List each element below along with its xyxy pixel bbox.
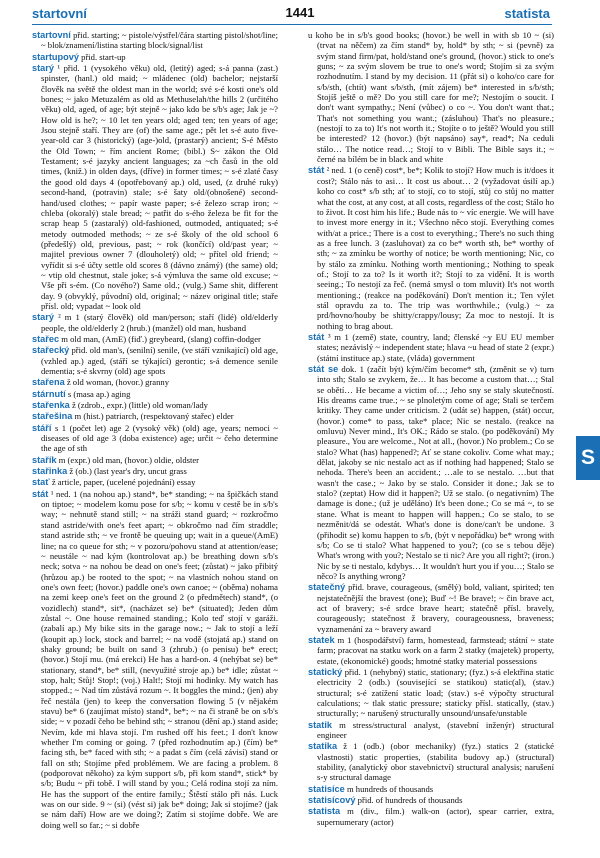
entry-headword: stárnutí xyxy=(32,388,66,399)
entry-body: ž (zdrob., expr.) (little) old woman/lady xyxy=(71,400,208,411)
entry-headword: stařecký xyxy=(32,345,70,356)
entry-headword: stařík xyxy=(32,454,57,465)
entry-body: přid. old man's, (senilní) senile, (ve stáří vznikající) old age, (vzhled ap.) aged, (stáří se týkající) gerontic; s-á demence senile dementia; s-é skvrny (old) age spots xyxy=(41,345,278,376)
entry-headword: startovní xyxy=(32,30,71,40)
entry-headword: statik xyxy=(308,719,333,730)
entry-body: m hundreds of thousands xyxy=(346,783,434,794)
dictionary-entry xyxy=(308,720,554,741)
entry-headword: stát xyxy=(308,165,325,176)
dictionary-entry xyxy=(32,63,278,311)
entry-headword: stať xyxy=(32,477,50,488)
entry-headword: starý xyxy=(32,63,54,74)
entry-body: přid. brave, courageous, (smělý) bold, valiant, spirited; ten nejstatečnější the bravest (one); Buď ~! Be brave!; ~ čin brave act, act of bravery; s-é srdce brave heart; statečně přísl. bravely, courageously; statečnost ž bravery, courageousness, braveness; vyznamenání za ~ bravery award xyxy=(317,582,554,634)
entry-headword: starý xyxy=(32,312,54,323)
entry-headword: stařena xyxy=(32,377,65,388)
entry-body: ² m 1 (starý člověk) old man/person; staří (lidé) old/elderly people, the old/elderly 2 (hrub.) (manžel) old man, husband xyxy=(41,312,278,333)
dictionary-entry xyxy=(32,466,278,476)
entry-headword: stařec xyxy=(32,333,60,344)
dictionary-entry xyxy=(308,784,554,794)
entry-headword: statisícový xyxy=(308,795,356,806)
entry-body: m stress/structural analyst, (stavební inženýr) structural engineer xyxy=(317,719,554,741)
dictionary-entry xyxy=(32,477,278,487)
dictionary-entry xyxy=(32,30,278,51)
entry-body: dok. 1 (začít být) kým/čím become* sth, (změnit se v) turn into sth; Stalo se zvykem, že… It has become a custom that…; Stal se obětí… He became a victim of…; Jeho sny se staly skutečností. His dreams came true.; ~ se plnoletým come of age; Stali se terčem kritiky. They came under criticism. 2 (udát se) happen, (stát) occur, (hovor.) come* to pass, take* place; Nic se nestalo. (reakce na omluvu) Never mind., It's OK.; Rádo se stalo. (po poděkování) My pleasure., You are welcome., Not at all., (hovor.) No problem.; Co se stalo? What (has) happened?; Ať se stane cokoliv. Come what may.; dělat, jakoby se nic nestalo act as if nothing had happened; Stalo se nehoda. There's been an accident.; …ale to se nestalo. …but that wasn't the case.; ~ Jako by se stalo. Consider it done.; Jak se to stalo? (zeptat) How did it happen?; Už se stalo. (o negativním) The damage is done.; (už je uděláno) It's been done.; Co se má ~, to se stane. What is meant to happen will happen.; Co se stalo, to se nezměnit/dá se odestát. What's done is done/can't be undone. 3 (přihodit se) komu happen to s/b, (být v nepořádku) be* wrong with s/b; Co se ti stalo? What happened to you?; (co se s tebou děje) What's wrong with you?; Nestalo se ti nic? Are you all right?; (iron.) Nic by se ti nestalo, kdybys… It wouldn't hurt you if you…; Stalo se něco? Is anything wrong? xyxy=(317,364,554,581)
entry-body: s (masa ap.) aging xyxy=(67,388,131,399)
dictionary-entry xyxy=(32,334,278,344)
entry-body: přid. 1 (nehybný) static, stationary; (fyz.) s-á elektřina static electricity 2 (odb.) (související se statikou) static(al), (stav.) structural; s-é zatížení static load; (stav.) s-é výpočty structural calculations; ~ tlak static pressure; staticky přísl. statically, (stav.) structurally; ~ narušený structurally unsound/unsafe/unstable xyxy=(317,666,554,719)
header-rule xyxy=(32,24,552,25)
entry-headword: statický xyxy=(308,666,343,677)
dictionary-entry xyxy=(308,332,554,363)
dictionary-entry xyxy=(308,741,554,782)
entry-headword: statika xyxy=(308,741,338,752)
entry-body: ž (ob.) (last year's dry, uncut grass xyxy=(69,466,187,477)
entry-headword: stařešina xyxy=(32,411,73,422)
entry-headword: statisíce xyxy=(308,783,345,794)
dictionary-entry xyxy=(308,635,554,666)
entry-body: přid. of hundreds of thousands xyxy=(357,795,463,806)
entry-headword: statek xyxy=(308,634,335,645)
right-guide-word: statista xyxy=(504,6,550,21)
entry-body: ² ned. 1 (o ceně) cost*, be*; Kolik to stojí? How much is it/does it cost?; Stálo nás to asi… It cost us about… 2 (vyžadovat úsilí ap.) koho co cost* s/b sth; ať to stojí, co to stojí, stůj co stůj no matter what the cost, at any cost, at all costs, regardless of the cost; Stálo ho to život. It cost him his life.; Bude nás to ~ víc energie. We will have to invest more energy in it.; Všechno něco stojí. Everything comes with/at a price.; There is a cost to everything.; There's no such thing as a free lunch. 3 (zasluhovat) za co be* worth sth, be* worthy of sth; ~ za zmínku be worthy of notice; be worth mentioning; Nic, co by stálo za zmínku. Nothing worth mentioning.; Nothing to speak of.; Stojí to za to? Is it worth it?; Stojí to za vidění. It is worth seeing.; To nestojí za řeč. (nemá smysl o tom mluvit) It's not worth mentioning.; (reakce na poděkování) Don't mention it.; Ten výlet stál opravdu za to. The trip was worthwhile.; (vulg.) ~ za prd/hovno/houby be shitty/crappy/lousy; Za moc to nestojí. It is nothing to brag about. xyxy=(317,165,554,331)
entry-body: přid. start-up xyxy=(81,51,126,62)
entry-body: ž 1 (odb.) (obor mechaniky) (fyz.) statics 2 (statické vlastnosti) static properties, (stabilita budovy ap.) (structural) stability, (analytický obor stavebnictví) structural analysis; narušení s-y structural damage xyxy=(317,741,554,783)
dictionary-entry xyxy=(32,312,278,333)
dictionary-entry xyxy=(32,377,278,387)
right-column xyxy=(308,30,554,852)
dictionary-entry xyxy=(308,582,554,634)
entry-body: m (hist.) patriarch, (respektovaný stařec) elder xyxy=(74,411,234,422)
left-column xyxy=(32,30,278,852)
page-number: 1441 xyxy=(285,5,315,20)
entry-headword: stát xyxy=(308,331,325,342)
entry-headword: stařinka xyxy=(32,466,68,477)
dictionary-entry xyxy=(308,795,554,805)
entry-headword: stát xyxy=(32,488,49,499)
entry-body: přid. starting; ~ pistole/výstřel/čára starting pistol/shot/line; ~ blok/znamení/listina starting block/signal/list xyxy=(41,30,278,51)
entry-body: s 1 (počet let) age 2 (vysoký věk) (old) age, years; nemoci ~ diseases of old age 3 (doba existence) age; určit ~ čeho determine the age of sth xyxy=(41,422,278,454)
entry-body: ¹ přid. 1 (vysokého věku) old, (letitý) aged; s-á panna (zast.) spinster, (hanl.) old maid; ~ mládenec (old) bachelor; nejstarší člověk na světě the oldest man in the world; své s-é kosti one's old bones; ~ jako Metuzalém as old as Methuselah/the hills 2 (určitého věku) old, aged, of age; být stejně ~ jako kdo be s/b's age; Jak je ~? How old is he?; ~ 10 let ten years old; aged ten; ten years of age; Jsou stejně staří. They are (of) the same age.; pět let s-é auto five-year-old car 3 (historický) (age-)old, (prastarý) ancient; S-é Město the Old Town; ~ řím ancient Rome; (bibl.) S~ zákon the Old Testament; s-é jazyky ancient languages; za ~ch časů in the old times, (kniž.) in olden days, (dříve) in former times; ~ s-é zlaté časy the good old days 4 (opotřebovaný ap.) old, used, (z druhé ruky) second-hand, (potravin) stale; s-é šaty old/(obnošené) second-hand/used clothes; ~ papír waste paper; s-é železo scrap iron; ~ chleba (okoralý) stale bread; ~ patřit do s-ého železa be fit for the scrap heap 5 (zastaralý) old-fashioned, outmoded, antiquated; s-é metody outmoded methods; ~ ze s-é školy of the old school 6 (předešlý) old, previous, past; ~ rok (končící) old/past year; ~ majitel previous owner 7 (dlouholetý) old; ~ přítel old friend; ~ vyřídit si s-é účty settle old scores 8 (dávno známý) (the same) old; ~ vtip old chestnut, stale joke; s-á výmluva the same old excuse; ~ Vše při s-ém. (Co nového?) Same old.; (vulg.) Same shit, different day. 9 (obvyklý, původní) old, original; ~ název original title; staře přísl. old; vypadat ~ look old xyxy=(41,63,278,311)
entry-body: m (expr.) old man, (hovor.) oldie, oldster xyxy=(58,454,200,465)
dictionary-entry xyxy=(308,30,554,164)
dictionary-entry xyxy=(32,423,278,454)
left-guide-word: startovní xyxy=(32,6,87,21)
dictionary-entry xyxy=(308,364,554,581)
dictionary-entry xyxy=(32,455,278,465)
entry-body: ¹ ned. 1 (na nohou ap.) stand*, be* standing; ~ na špičkách stand on tiptoe; ~ modelem komu pose for s/b; ~ komu v cestě be in s/b's way; ~ nehnutě stand still; ~ na stráži stand guard; ~ rozkročmo stand astride/with one's feet apart; ~ obkročmo nad čím straddle; stand astride sth; ~ ve frontě be queuing up; wait in a queue/(AmE) line; na co queue for sth; ~ v pozoru/pohovu stand at attention/ease; ~ neustále ~ nad kým (kontrolovat ap.) be breathing down s/b's neck; sotva ~ na nohou be dead on one's feet; (zůstat) ~ jako přibitý (hrůzou ap.) be rooted to the spot; ~ na vlastních nohou stand on one's own feet; (hovor.) paddle one's own canoe; ~ (oběma) nohama na zemi keep one's feet on the ground 2 (o předmětech) stand*, (o vozidlech) stand*, sit*, (nacházet se) be* (situated); Jeden dům zůstal ~. One house remained standing.; Kolo teď stojí v garáži. (zabalí ap.) My bike sits in the garage now.; ~ Jak to stojí a leží (koupit ap.) lock, stock and barrel; ~ na vodě (stojatá ap.) stand on shaky ground; be built on sand 3 (zhrub.) (o penisu) be* erect; (hovor.) Stojí mu. (má erekci) He has a hard-on. 4 (nehýbat se) be* stationary, stand*, be* still, (nevyužité stroje ap.) be* idle; zůstat ~ stop, halt; Stůj! Stop!; (voj.) Halt!; Stojí mi hodinky. My watch has stopped.; ~ Nad tím zůstává rozum ~. It boggles the mind.; (jen) aby řeč nestála (jen) to keep the conversation flowing 5 (v nějakém stavu) be* 6 (zaujímat místo) stand*, be*; ~ na či straně be on s/b's side; ~ v pozadí čeho be behind sth; ~ stranou (dění ap.) stand aside; Nevím, kde mi hlava stojí. I'm rushed off his feet.; I don't know whether I'm coming or going. 7 (před rozhodnutím ap.) (čím) be* facing sth, be* faced with sth; ~ a padat s čím (celá závisí) stand or fall on sth; Stojíme před problémem. We are facing a problem. 8 (podporovat někoho) za kým support s/b, při kom stand*, stick* by s/b; Budu ~ při tobě. I will stand by you.; Celá rodina stojí za ním. He has the support of the entire family.; Štěstí stálo při nás. Luck was on our side. 9 ~ (si) (vést si) jak be* doing; Jak si stojíme? (jak se nám daří) How are we doing?; Zatím si stojíme dobře. We are doing well so far.; ~ si dobře xyxy=(41,488,278,830)
entry-headword: stát se xyxy=(308,364,339,374)
entry-headword: statečný xyxy=(308,582,346,593)
entry-body: m old man, (AmE) (fiď.) greybeard, (slang) coffin-dodger xyxy=(61,333,261,344)
entry-headword: statista xyxy=(308,806,341,817)
entry-body: m (div., film.) walk-on (actor), spear carrier, extra, supernumerary (actor) xyxy=(317,806,554,827)
entry-headword: startupový xyxy=(32,51,79,62)
entry-body: ž article, paper, (ucelené pojednání) essay xyxy=(51,477,196,488)
page-header xyxy=(0,0,600,26)
entry-headword: stařenka xyxy=(32,400,70,411)
entry-body: ³ m 1 (země) state, country, land; členské ~y EU EU member states; nezávislý ~ independent state; hlava ~u head of state 2 (expr.) (státní instituce ap.) state, (vláda) government xyxy=(317,331,554,363)
entry-headword: stáří xyxy=(32,422,52,433)
letter-thumb-tab: S xyxy=(576,436,600,480)
dictionary-entry xyxy=(32,489,278,830)
dictionary-entry xyxy=(32,411,278,421)
dictionary-entry xyxy=(32,389,278,399)
entry-body: m 1 (hospodářství) farm, homestead, farmstead; státní ~ state farm; pracovat na statku work on a farm 2 statky (majetek) property, estate, (ekonomické) goods; hmotné statky material possessions xyxy=(317,634,554,666)
dictionary-entry xyxy=(32,400,278,410)
dictionary-entry xyxy=(308,806,554,827)
dictionary-entry xyxy=(32,345,278,376)
entry-body: ž old woman, (hovor.) granny xyxy=(66,377,169,388)
dictionary-entry xyxy=(308,165,554,331)
dictionary-entry xyxy=(32,52,278,62)
dictionary-entry xyxy=(308,667,554,719)
entry-body: u koho be in s/b's good books; (hovor.) be well in with sb 10 ~ (si) (trvat na něčem) za čím stand* by, hold* by sth; ~ si (pevně) za svým stand firm/pat, hold/stand one's ground, (hovor.) stick to one's guns; ~ za svým slovem be true to one's word; Stojím si za svým rozhodnutím. I stand by my decision. 11 (přát si) o koho/co care for s/b/sth, (chtít) want s/b/sth, (mít zájem) be* interested in s/b/sth; Stojíš ještě o mě? Do you still care for me?; Nestojím o soucit. I don't want sympathy.; Není (vůbec) o co ~. You don't want that.; That's not something you want.; (zásluhou) That's no pleasure.; (nestojí to za to) It's not worth it.; Stojíte o to ještě? Would you still be interested? 12 (hovor.) (být napsáno) say*, read*; Na ceduli stálo… The notice read…; Stojí to v Bibli. The Bible says it.; ~ černé na bílém be in black and white xyxy=(308,30,554,165)
